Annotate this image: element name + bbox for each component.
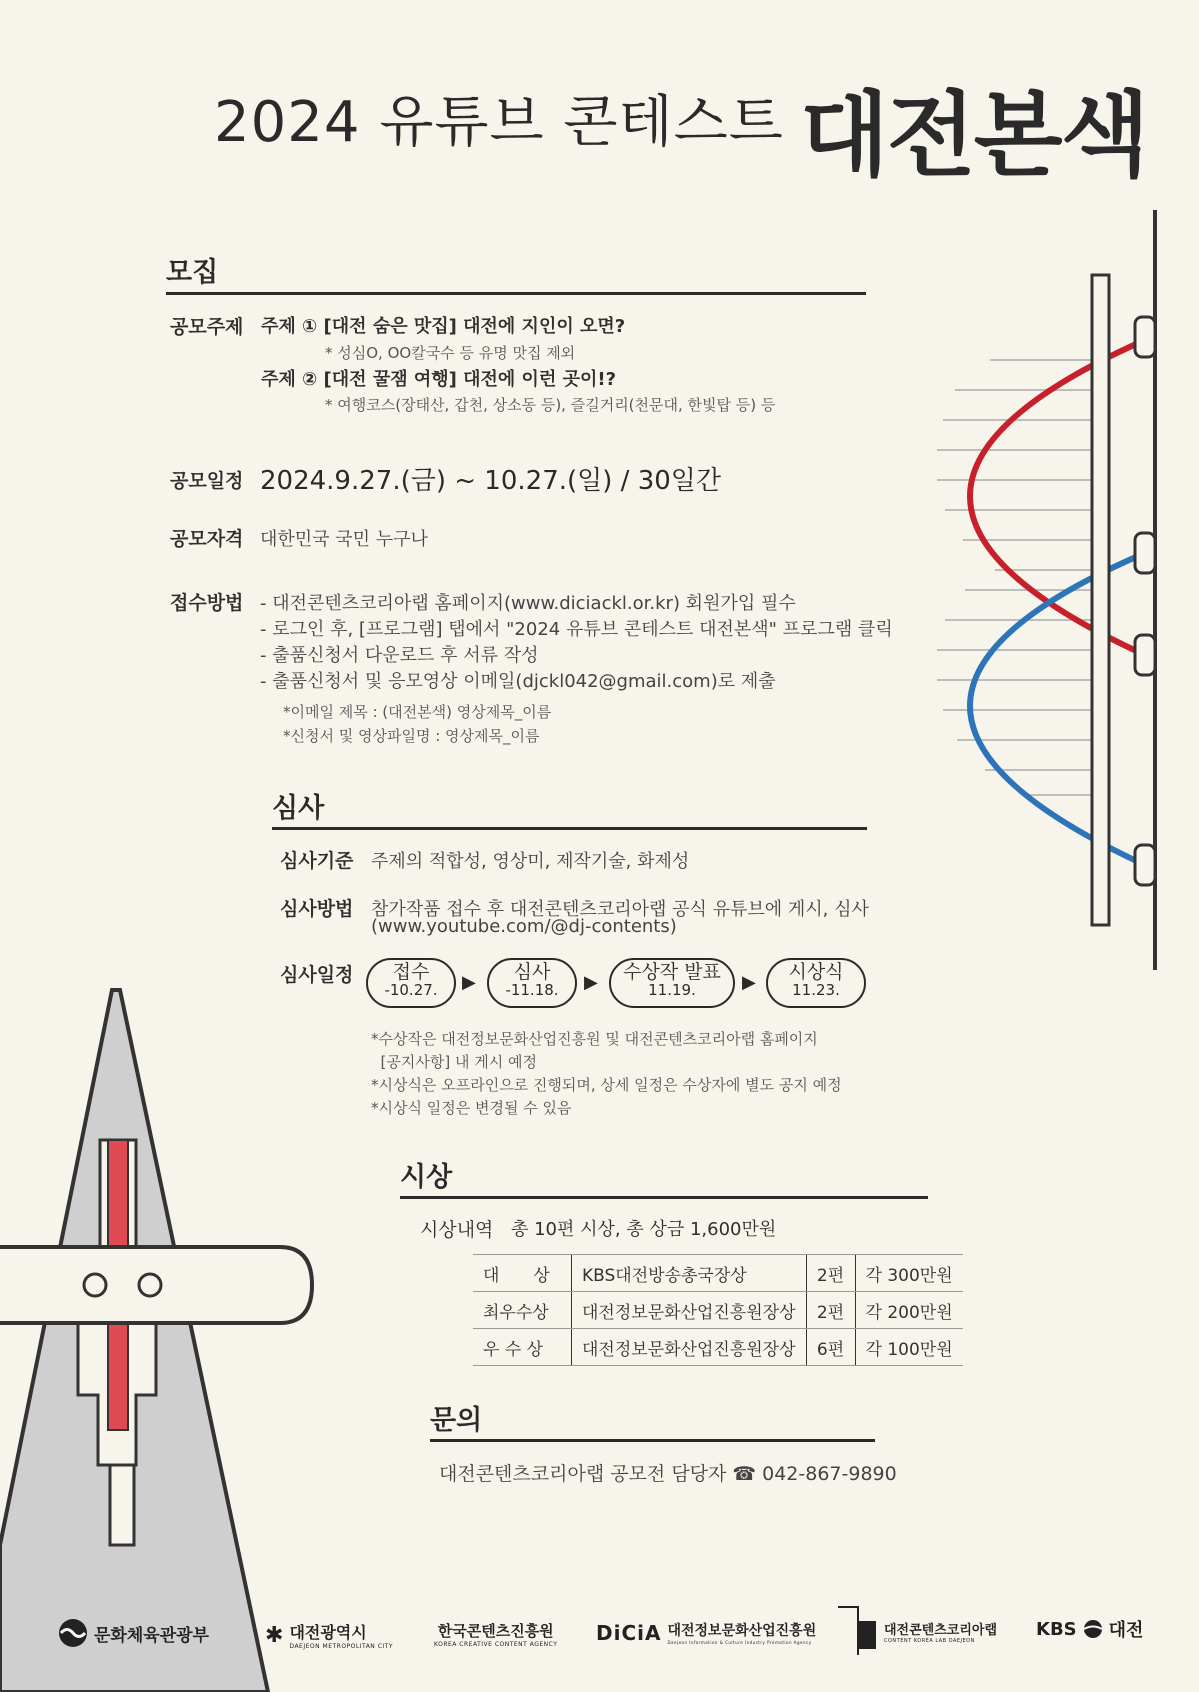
award-table [473,1254,963,1366]
method-line: - 출품신청서 및 응모영상 이메일(djckl042@gmail.com)로 제출 [260,671,776,692]
logo-sub: CONTENT KOREA LAB DAEJEON [884,1637,975,1644]
schedule-label: 공모일정 [170,470,244,492]
review-note: *시상식 일정은 변경될 수 있음 [371,1099,572,1117]
method-note: *이메일 제목 : (대전본색) 영상제목_이름 [283,703,552,721]
review-note: [공지사항] 내 게시 예정 [371,1053,537,1071]
step-name: 시상식 [788,961,844,983]
arrow-icon: ▶ [584,972,598,993]
bridge-illustration [925,210,1185,980]
logo-label: 문화체육관광부 [94,1625,209,1646]
section-heading-contact: 문의 [430,1405,483,1436]
logo-ckl [838,1603,997,1659]
step-name: 수상작 발표 [623,961,721,983]
title-brand: 대전본색 [800,82,1148,189]
award-rank: 최우수상 [473,1292,572,1329]
award-count: 2편 [806,1255,855,1292]
section-heading-review: 심사 [272,793,325,824]
criteria-value: 주제의 적합성, 영상미, 제작기술, 화제성 [371,851,690,872]
award-summary-label: 시상내역 [420,1219,494,1241]
review-method-url: (www.youtube.com/@dj-contents) [371,916,677,937]
taegeuk-icon [58,1618,88,1648]
arrow-icon: ▶ [742,972,756,993]
award-count: 2편 [806,1292,855,1329]
award-org: 대전정보문화산업진흥원장상 [572,1292,807,1329]
step-submit [366,958,456,1008]
logo-sub: DAEJEON METROPOLITAN CITY [289,1643,393,1650]
step-date: 11.23. [792,980,840,999]
award-rank: 대 상 [473,1255,572,1292]
logo-dicia [596,1620,816,1645]
award-summary-value: 총 10편 시상, 총 상금 1,600만원 [511,1219,777,1240]
award-count: 6편 [806,1329,855,1366]
award-rank: 우 수 상 [473,1329,572,1366]
arrow-icon: ▶ [462,972,476,993]
award-prize: 각 100만원 [855,1329,963,1366]
step-review [487,958,577,1008]
title-text: 2024 유튜브 콘테스트 [214,90,784,155]
method-note: *신청서 및 영상파일명 : 영상제목_이름 [283,727,540,745]
method-line: - 대전콘텐츠코리아랩 홈페이지(www.diciackl.or.kr) 회원가입 필수 [260,593,796,614]
logo-label: 대전정보문화산업진흥원 [667,1623,817,1639]
logo-kbs [1036,1616,1143,1642]
method-label: 접수방법 [170,592,244,614]
method-line: - 로그인 후, [프로그램] 탭에서 "2024 유튜브 콘테스트 대전본색" 프로그램 클릭 [260,619,893,640]
step-name: 접수 [392,961,430,983]
step-date: 11.19. [648,980,696,999]
logo-label: 대전광역시 [289,1623,367,1642]
award-org: KBS대전방송총국장상 [572,1255,807,1292]
review-note: *수상작은 대전정보문화산업진흥원 및 대전콘텐츠코리아랩 홈페이지 [371,1030,818,1048]
review-schedule-label: 심사일정 [280,964,354,986]
criteria-label: 심사기준 [280,850,354,872]
divider [400,1196,928,1199]
method-line: - 출품신청서 다운로드 후 서류 작성 [260,645,539,666]
step-announce [609,958,735,1008]
step-date: -10.27. [384,980,438,999]
topic-label: 공모주제 [170,316,244,338]
section-heading-recruit: 모집 [166,257,219,288]
eligibility-value: 대한민국 국민 누구나 [260,529,428,550]
review-note: *시상식은 오프라인으로 진행되며, 상세 일정은 수상자에 별도 공지 예정 [371,1076,842,1094]
topic-1-note: * 성심O, OO칼국수 등 유명 맛집 제외 [325,344,576,362]
table-row [473,1329,963,1366]
award-prize: 각 300만원 [855,1255,963,1292]
logo-daejeon-city [265,1620,393,1650]
eligibility-label: 공모자격 [170,528,244,550]
logo-mark: DiCiA [596,1620,662,1645]
topic-2-note: * 여행코스(장태산, 갑천, 상소동 등), 즐길거리(천문대, 한빛탑 등) 등 [325,396,776,414]
step-date: -11.18. [505,980,559,999]
ckl-mark-icon [838,1603,878,1659]
review-method-value: 참가작품 접수 후 대전콘텐츠코리아랩 공식 유튜브에 게시, 심사 [371,899,869,920]
topic-1: 주제 ① [대전 숨은 맛집] 대전에 지인이 오면? [261,316,626,337]
award-prize: 각 200만원 [855,1292,963,1329]
tower-illustration [0,985,320,1692]
logo-label: 대전 [1108,1620,1144,1641]
award-org: 대전정보문화산업진흥원장상 [572,1329,807,1366]
logo-mark: KBS [1036,1618,1077,1640]
logo-label: 대전콘텐츠코리아랩 [884,1622,998,1638]
section-heading-award: 시상 [400,1162,453,1193]
divider [166,292,866,295]
table-row [473,1255,963,1292]
kbs-icon [1083,1619,1103,1639]
logo-sub: Daejeon Information & Culture Industry Promotion Agency [667,1640,812,1645]
logo-sub: KOREA CREATIVE CONTENT AGENCY [434,1641,558,1648]
contact-value: 대전콘텐츠코리아랩 공모전 담당자 ☎ 042-867-9890 [439,1463,897,1485]
step-ceremony [766,958,866,1008]
review-method-label: 심사방법 [280,898,354,920]
step-name: 심사 [513,961,551,983]
topic-2: 주제 ② [대전 꿀잼 여행] 대전에 이런 곳이!? [261,369,617,390]
divider [430,1439,875,1442]
logo-kocca [434,1620,557,1648]
schedule-value: 2024.9.27.(금) ~ 10.27.(일) / 30일간 [260,466,722,496]
logo-label: 한국콘텐츠진흥원 [437,1622,554,1640]
table-row [473,1292,963,1329]
star-icon: ✱ [265,1622,284,1648]
divider [272,827,867,830]
logo-mcst [58,1618,209,1648]
